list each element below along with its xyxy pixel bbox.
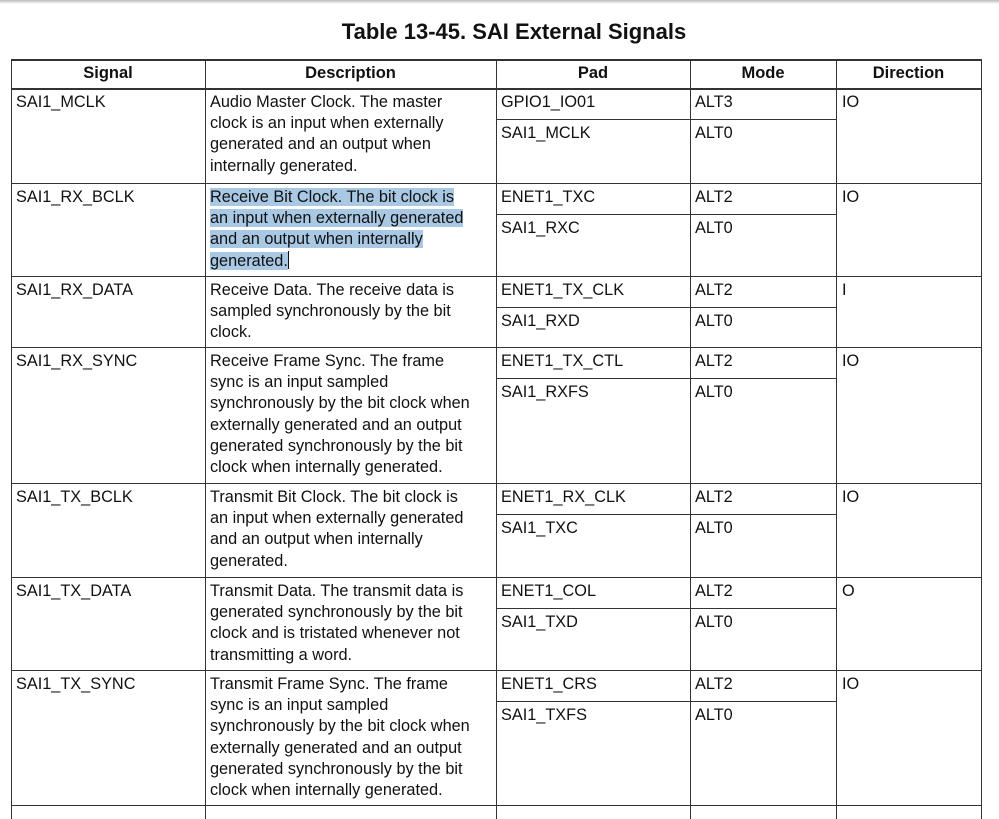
pad-cell: SAI1_TXD	[501, 613, 578, 631]
direction-cell: IO	[842, 488, 860, 506]
pad-subrow-divider	[496, 119, 836, 120]
row-divider	[11, 347, 981, 348]
pad-subrow-divider	[496, 608, 836, 609]
signal-cell: SAI1_TX_SYNC	[16, 675, 136, 693]
pad-cell: SAI1_RXD	[501, 312, 580, 330]
mode-cell: ALT0	[695, 383, 733, 401]
mode-cell: ALT3	[695, 93, 733, 111]
row-divider	[11, 183, 981, 184]
direction-cell: O	[842, 582, 855, 600]
row-divider	[11, 670, 981, 671]
column-divider	[496, 59, 497, 819]
mode-cell: ALT0	[695, 706, 733, 724]
description-cell: Receive Frame Sync. The frame sync is an input sampled synchronously by the bit clock when externally generated and an output generated synchronously by the bit clock when internally generated.	[210, 352, 470, 477]
pad-cell: SAI1_MCLK	[501, 124, 591, 142]
direction-cell: IO	[842, 93, 860, 111]
column-divider	[205, 59, 206, 819]
signal-cell: SAI1_RX_DATA	[16, 281, 134, 299]
mode-cell: ALT2	[695, 675, 733, 693]
description-cell: Transmit Bit Clock. The bit clock is an input when externally generated and an output when internally generated.	[210, 488, 464, 570]
direction-cell: IO	[842, 675, 860, 693]
signal-cell: SAI1_RX_SYNC	[16, 352, 138, 370]
description-cell: Audio Master Clock. The master clock is an input when externally generated and an output when internally generated.	[210, 93, 444, 175]
direction-cell: IO	[842, 352, 860, 370]
mode-cell: ALT2	[695, 582, 733, 600]
mode-cell: ALT0	[695, 312, 733, 330]
row-divider	[11, 276, 981, 277]
mode-cell: ALT0	[695, 519, 733, 537]
mode-cell: ALT0	[695, 124, 733, 142]
row-divider	[11, 577, 981, 578]
pad-cell: SAI1_TXC	[501, 519, 578, 537]
mode-cell: ALT0	[695, 613, 733, 631]
pad-subrow-divider	[496, 378, 836, 379]
description-cell	[210, 187, 463, 272]
pad-cell: GPIO1_IO01	[501, 93, 596, 111]
header-pad: Pad	[577, 64, 609, 82]
text-caret	[288, 251, 289, 269]
pad-subrow-divider	[496, 214, 836, 215]
description-cell: Transmit Data. The transmit data is generated synchronously by the bit clock and is tristated whenever not transmitting a word.	[210, 582, 464, 664]
direction-cell: IO	[842, 188, 860, 206]
column-divider	[690, 59, 691, 819]
selected-text[interactable]: Receive Bit Clock. The bit clock is an input when externally generated and an output when internally generated.	[210, 188, 464, 270]
signal-cell: SAI1_TX_DATA	[16, 582, 132, 600]
signal-cell: SAI1_MCLK	[16, 93, 106, 111]
pad-cell: SAI1_RXC	[501, 219, 580, 237]
mode-cell: ALT2	[695, 188, 733, 206]
signal-cell: SAI1_TX_BCLK	[16, 488, 133, 506]
mode-cell: ALT2	[695, 281, 733, 299]
pad-subrow-divider	[496, 514, 836, 515]
pad-cell: ENET1_TXC	[501, 188, 596, 206]
header-direction: Direction	[872, 64, 945, 82]
direction-cell: I	[842, 281, 847, 299]
pad-cell: ENET1_CRS	[501, 675, 597, 693]
pad-cell: SAI1_RXFS	[501, 383, 589, 401]
pad-subrow-divider	[496, 307, 836, 308]
pad-cell: ENET1_COL	[501, 582, 597, 600]
page-top-edge	[0, 0, 999, 4]
column-divider	[11, 59, 12, 819]
pad-cell: ENET1_RX_CLK	[501, 488, 626, 506]
mode-cell: ALT2	[695, 352, 733, 370]
mode-cell: ALT2	[695, 488, 733, 506]
mode-cell: ALT0	[695, 219, 733, 237]
pad-subrow-divider	[496, 701, 836, 702]
signal-cell: SAI1_RX_BCLK	[16, 188, 135, 206]
header-description: Description	[305, 64, 396, 82]
column-divider	[981, 59, 982, 819]
description-cell: Transmit Frame Sync. The frame sync is an input sampled synchronously by the bit clock when externally generated and an output generated synchronously by the bit clock when internally generated.	[210, 675, 470, 800]
pad-cell: ENET1_TX_CTL	[501, 352, 624, 370]
pad-cell: SAI1_TXFS	[501, 706, 587, 724]
table-title: Table 13-45. SAI External Signals	[341, 19, 687, 44]
column-divider	[836, 59, 837, 819]
header-mode: Mode	[741, 64, 785, 82]
pad-cell: ENET1_TX_CLK	[501, 281, 625, 299]
sai-signals-table	[11, 59, 981, 819]
description-cell: Receive Data. The receive data is sampled synchronously by the bit clock.	[210, 281, 455, 342]
header-signal: Signal	[83, 64, 133, 82]
row-divider	[11, 483, 981, 484]
row-divider	[11, 805, 981, 806]
